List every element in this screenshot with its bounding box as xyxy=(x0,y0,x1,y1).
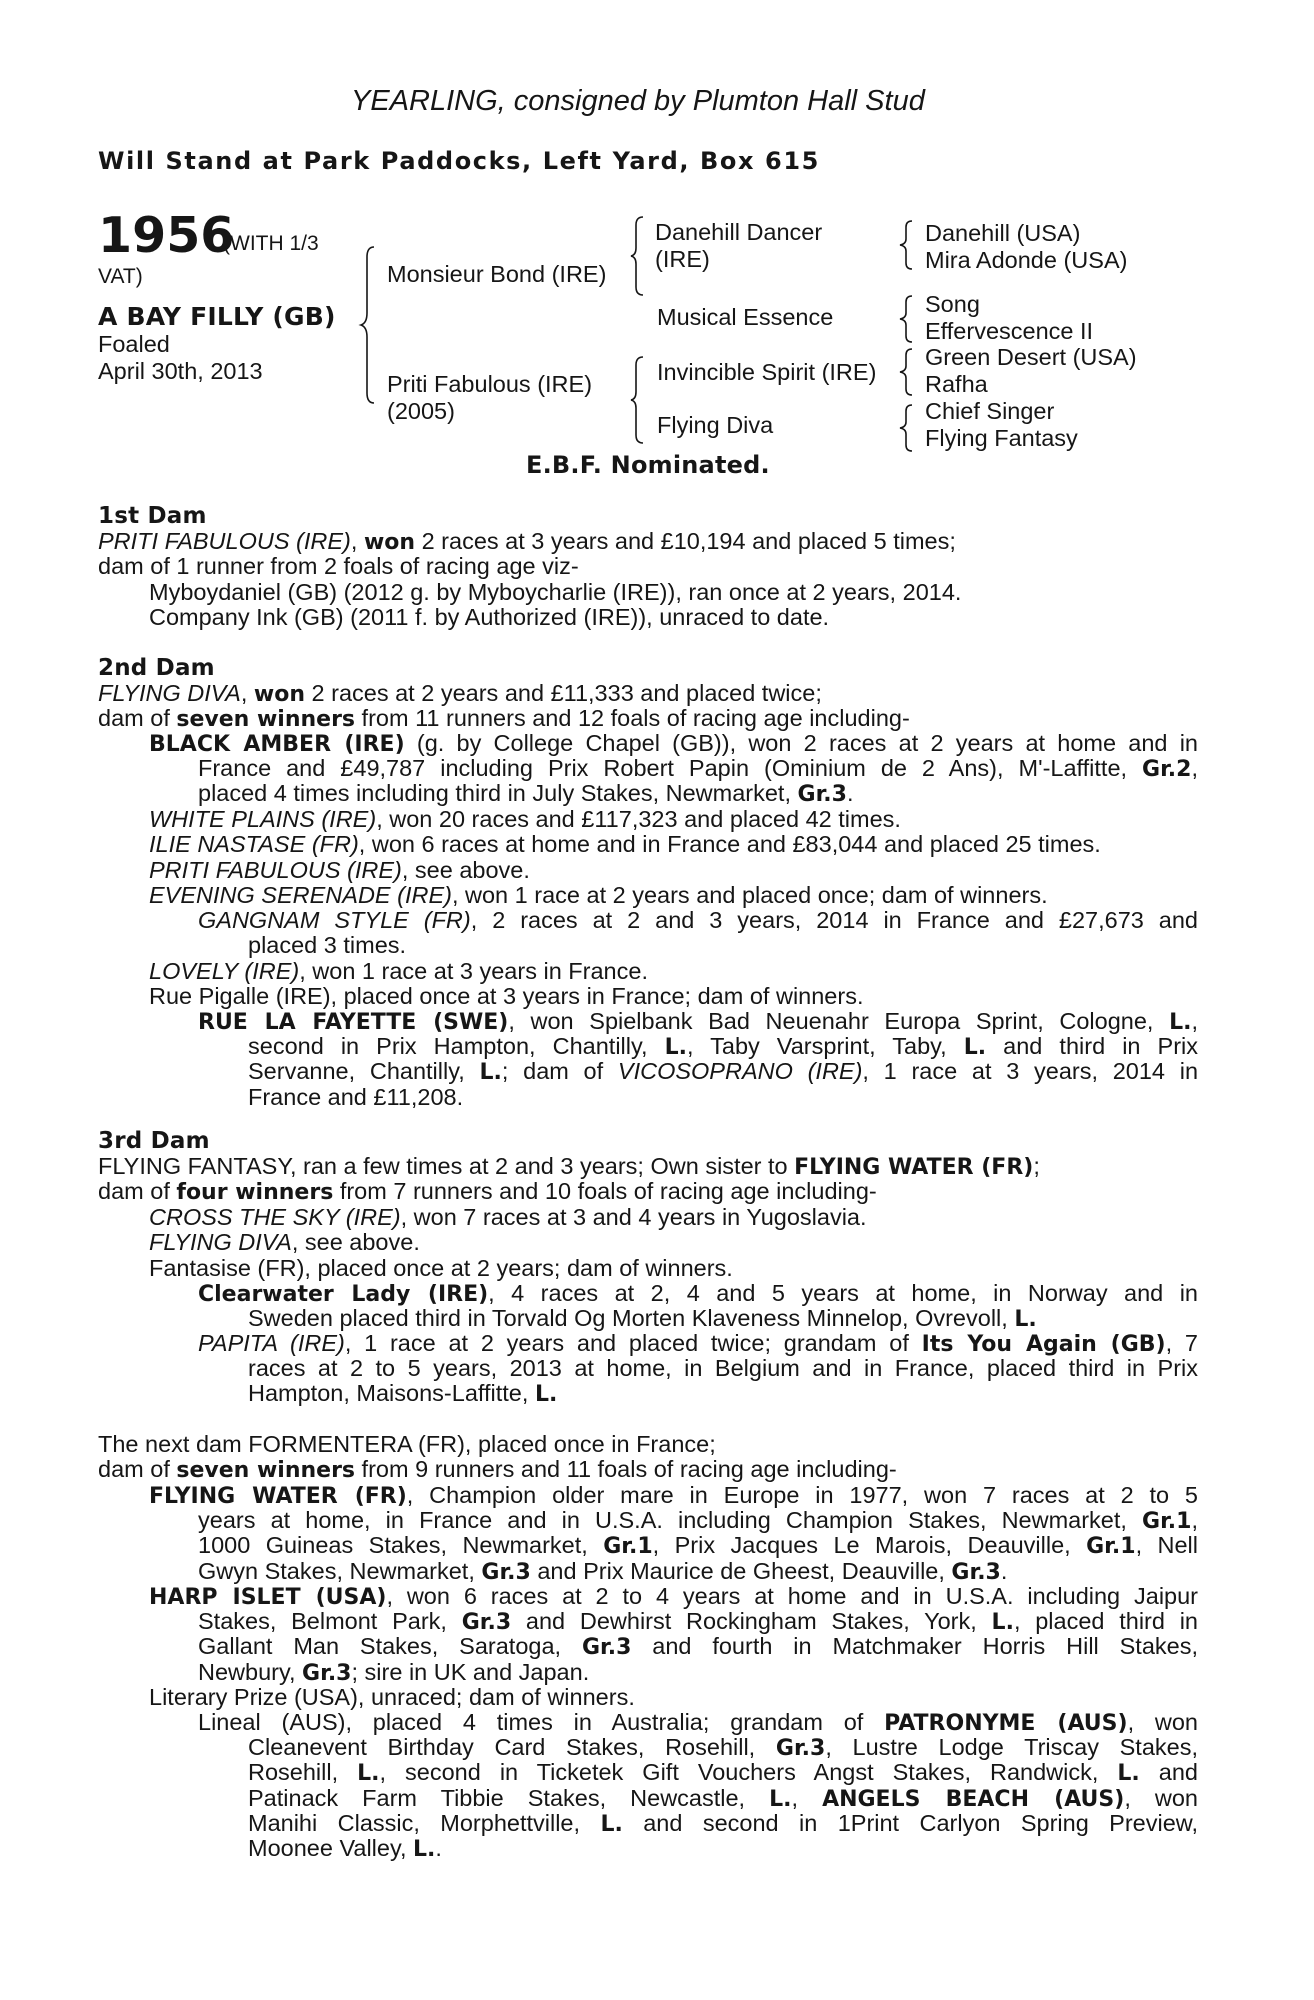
progeny-rue-la-fayette-cont: second in Prix Hampton, Chantilly, L., Taby Varsprint, Taby, L. and third in Prix Servanne, Chantilly, L.; dam of VICOSOPRANO (IRE), 1 race at 3 years, 2014 in France and £11,208. xyxy=(248,1033,1199,1110)
horse-name: BLACK AMBER (IRE) xyxy=(149,732,405,757)
vat-note: (WITH 1/3 xyxy=(223,232,319,255)
horse-name: LOVELY (IRE) xyxy=(149,958,300,984)
stand-location: Will Stand at Park Paddocks, Left Yard, Box 615 xyxy=(98,147,820,175)
progeny-gangnam-style-cont: placed 3 times. xyxy=(248,932,407,958)
progeny-clearwater-lady-cont: Sweden placed third in Torvald Og Morten Klaveness Minnelop, Ovrevoll, L. xyxy=(248,1305,1037,1332)
dd-brace xyxy=(897,403,915,453)
ss-brace xyxy=(897,219,915,271)
vat-note-cont: VAT) xyxy=(98,265,143,288)
progeny-flying-water-cont: years at home, in France and in U.S.A. including Champion Stakes, Newmarket, Gr.1, 1000 Guineas Stakes, Newmarket, Gr.1, Prix Jacques Le Marois, Deauville, Gr.1, Nell Gwyn Stakes, Newmarket, Gr.3 and Prix Maurice de Gheest, Deauville, Gr.3. xyxy=(198,1507,1198,1585)
first-dam-line: dam of 1 runner from 2 foals of racing age viz- xyxy=(98,553,579,580)
progeny-harp-islet: HARP ISLET (USA), won 6 races at 2 to 4 years at home and in U.S.A. including Jaipur xyxy=(149,1583,1199,1610)
progeny-line: Company Ink (GB) (2011 f. by Authorized (IRE)), unraced to date. xyxy=(149,603,830,630)
horse-name: EVENING SERENADE (IRE) xyxy=(149,881,452,908)
horse-name: FLYING WATER (FR) xyxy=(149,1484,407,1509)
pedigree-dsd: Rafha xyxy=(925,371,988,397)
third-dam-progeny: CROSS THE SKY (IRE), won 7 races at 3 and 4 years in Yugoslavia. FLYING DIVA, see above. Fantasise (FR), placed once at 2 years; dam of winners. xyxy=(149,1204,867,1281)
progeny-literary-prize: Literary Prize (USA), unraced; dam of winners. xyxy=(149,1684,635,1710)
pedigree-dam-sire: Invincible Spirit (IRE) xyxy=(657,359,877,385)
foaled-label: Foaled xyxy=(98,331,170,357)
pedigree-sire-sire-suffix: (IRE) xyxy=(655,246,710,272)
horse-name: GANGNAM STYLE (FR) xyxy=(198,907,471,933)
progeny-black-amber-cont: France and £49,787 including Prix Robert Papin (Ominium de 2 Ans), M'-Laffitte, Gr.2, placed 4 times including third in July Stakes, Newmarket, Gr.3. xyxy=(198,755,1198,808)
sire-brace xyxy=(628,215,646,297)
second-dam-heading: 2nd Dam xyxy=(98,655,215,681)
horse-name: PRITI FABULOUS (IRE) xyxy=(98,528,351,554)
dam-brace xyxy=(628,355,646,445)
third-dam-heading: 3rd Dam xyxy=(98,1128,210,1154)
progeny-list-a: WHITE PLAINS (IRE), won 20 races and £117,323 and placed 42 times. ILIE NASTASE (FR), won 6 races at home and in France and £83,044 and placed 25 times. PRITI FABULOUS (IRE), see above. EVENING SERENADE (IRE), won 1 race at 2 years and placed once; dam of winners. xyxy=(149,806,1101,908)
progeny-flying-water: FLYING WATER (FR), Champion older mare in Europe in 1977, won 7 races at 2 to 5 xyxy=(149,1482,1198,1509)
progeny-harp-islet-cont: Stakes, Belmont Park, Gr.3 and Dewhirst Rockingham Stakes, York, L., placed third in Gallant Man Stakes, Saratoga, Gr.3 and fourth in Matchmaker Horris Hill Stakes, Newbury, Gr.3; sire in UK and Japan. xyxy=(198,1608,1198,1686)
first-dam-heading: 1st Dam xyxy=(98,503,207,529)
lot-name: A BAY FILLY (GB) xyxy=(98,302,336,331)
next-dam-intro: The next dam FORMENTERA (FR), placed once in France; dam of seven winners from 9 runners and 11 foals of racing age including- xyxy=(98,1431,897,1484)
lot-number: 1956 xyxy=(98,207,235,264)
horse-name: CROSS THE SKY (IRE) xyxy=(149,1204,401,1230)
pedigree-dss: Green Desert (USA) xyxy=(925,344,1137,370)
horse-name: PAPITA (IRE) xyxy=(198,1330,345,1356)
progeny-list-b: LOVELY (IRE), won 1 race at 3 years in France. Rue Pigalle (IRE), placed once at 3 years in France; dam of winners. xyxy=(149,958,864,1010)
horse-name: ILIE NASTASE (FR) xyxy=(149,831,359,858)
sd-brace xyxy=(897,294,915,344)
horse-name: FLYING DIVA xyxy=(149,1229,292,1256)
pedigree-ddd: Flying Fantasy xyxy=(925,425,1078,451)
pedigree-sire-dam: Musical Essence xyxy=(657,304,834,330)
pedigree-dam: Priti Fabulous (IRE) xyxy=(387,371,593,397)
pedigree-dam-year: (2005) xyxy=(387,398,455,424)
horse-name: WHITE PLAINS (IRE) xyxy=(149,806,377,832)
pedigree-sds: Song xyxy=(925,291,980,317)
progeny-papita-cont: races at 2 to 5 years, 2013 at home, in Belgium and in France, placed third in Prix Hampton, Maisons-Laffitte, L. xyxy=(248,1355,1198,1408)
sire-dam-brace xyxy=(358,245,378,405)
progeny-gangnam-style: GANGNAM STYLE (FR), 2 races at 2 and 3 years, 2014 in France and £27,673 and xyxy=(198,907,1198,933)
second-dam-intro: FLYING DIVA, won 2 races at 2 years and £11,333 and placed twice; dam of seven winners from 11 runners and 12 foals of racing age including- xyxy=(98,680,910,733)
pedigree-ssd: Mira Adonde (USA) xyxy=(925,247,1128,273)
first-dam-text xyxy=(98,529,1198,630)
progeny-papita: PAPITA (IRE), 1 race at 2 years and placed twice; grandam of Its You Again (GB), 7 xyxy=(198,1330,1198,1357)
pedigree-sss: Danehill (USA) xyxy=(925,220,1081,246)
pedigree-dds: Chief Singer xyxy=(925,398,1055,424)
foaled-date: April 30th, 2013 xyxy=(98,358,263,384)
progeny-lineal: Lineal (AUS), placed 4 times in Australia; grandam of PATRONYME (AUS), won xyxy=(198,1709,1198,1736)
progeny-line: Myboydaniel (GB) (2012 g. by Myboycharlie (IRE)), ran once at 2 years, 2014. xyxy=(149,578,962,605)
progeny-black-amber: BLACK AMBER (IRE) (g. by College Chapel (GB)), won 2 races at 2 years at home and in xyxy=(149,730,1198,757)
third-dam-intro: FLYING FANTASY, ran a few times at 2 and 3 years; Own sister to FLYING WATER (FR); dam of four winners from 7 runners and 10 foals of racing age including- xyxy=(98,1153,1040,1206)
ebf-nomination: E.B.F. Nominated. xyxy=(526,451,770,479)
progeny-clearwater-lady: Clearwater Lady (IRE), 4 races at 2, 4 and 5 years at home, in Norway and in xyxy=(198,1280,1198,1307)
progeny-rue-la-fayette: RUE LA FAYETTE (SWE), won Spielbank Bad Neuenahr Europa Sprint, Cologne, L., xyxy=(198,1008,1198,1035)
first-dam-line: PRITI FABULOUS (IRE), won 2 races at 3 years and £10,194 and placed 5 times; xyxy=(98,528,956,555)
horse-name: Clearwater Lady (IRE) xyxy=(198,1282,489,1307)
pedigree-sire-sire: Danehill Dancer xyxy=(655,219,823,245)
horse-name: RUE LA FAYETTE (SWE) xyxy=(198,1010,509,1035)
horse-name: HARP ISLET (USA) xyxy=(149,1585,387,1610)
pedigree-sdd: Effervescence II xyxy=(925,318,1094,344)
pedigree-dam-dam: Flying Diva xyxy=(657,412,774,438)
consignment-title: YEARLING, consigned by Plumton Hall Stud xyxy=(351,85,925,117)
pedigree-sire: Monsieur Bond (IRE) xyxy=(387,261,607,287)
horse-name: FLYING DIVA xyxy=(98,680,241,706)
progeny-lineal-cont: Cleanevent Birthday Card Stakes, Rosehill, Gr.3, Lustre Lodge Triscay Stakes, Rosehill, L., second in Ticketek Gift Vouchers Angst Stakes, Randwick, L. and Patinack Farm Tibbie Stakes, Newcastle, L., ANGELS BEACH (AUS), won Manihi Classic, Morphettville, L. and second in 1Print Carlyon Spring Preview, Moonee Valley, L.. xyxy=(248,1734,1199,1863)
horse-name: PRITI FABULOUS (IRE) xyxy=(149,856,402,883)
ds-brace xyxy=(897,347,915,397)
